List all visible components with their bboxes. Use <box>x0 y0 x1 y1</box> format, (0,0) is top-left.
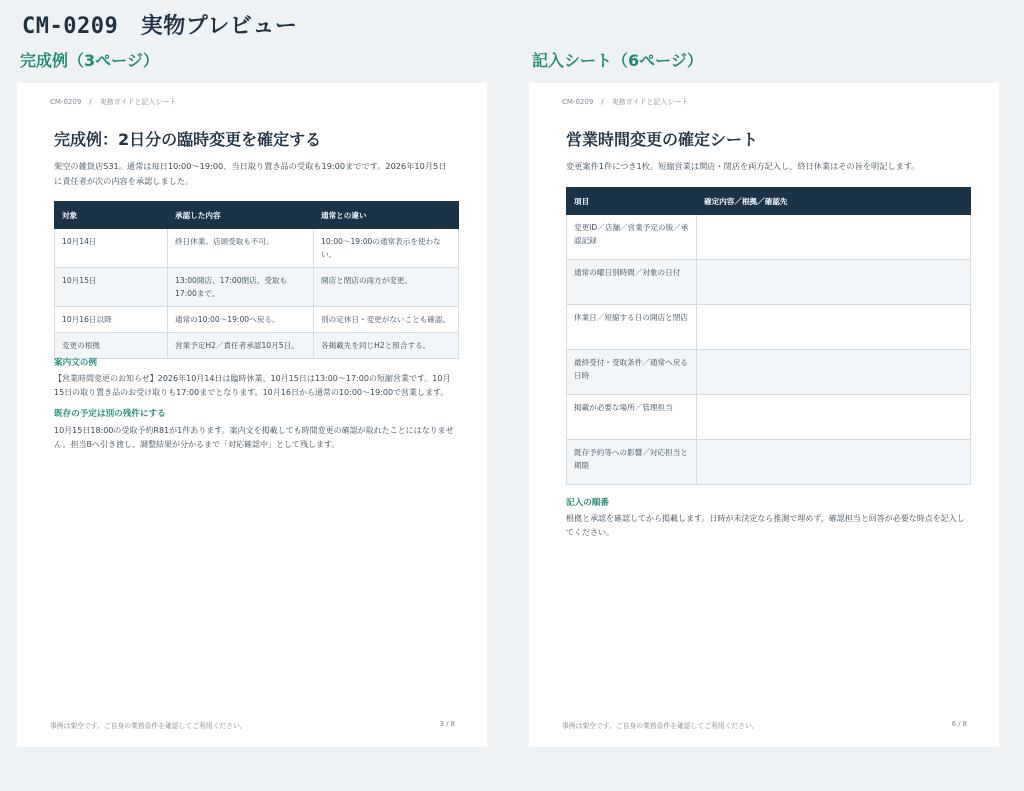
sheet-intro: 変更案件1件につき1枚。短縮営業は開店・閉店を両方記入し、終日休業はその旨を明記します。 <box>566 161 920 171</box>
breadcrumb-code: CM-0209 <box>562 98 594 106</box>
table-row <box>55 307 459 333</box>
table-cell: 既存予約等への影響／対応担当と期限 <box>567 440 697 485</box>
sheet-title: 営業時間変更の確定シート <box>566 130 759 149</box>
footer-note: 事例は架空です。ご自身の業務条件を確認してご利用ください。 <box>50 722 247 730</box>
table-header-row <box>55 202 459 229</box>
breadcrumb-doc: 実務ガイドと記入シート <box>611 98 689 106</box>
table-header: 承認した内容 <box>168 202 314 229</box>
footer-note: 事例は架空です。ご自身の業務条件を確認してご利用ください。 <box>562 722 759 730</box>
table-cell: 10月15日 <box>55 268 168 307</box>
order-heading: 記入の順番 <box>566 498 609 508</box>
table-header: 項目 <box>567 188 697 215</box>
example-page <box>17 83 487 747</box>
breadcrumb-doc: 実務ガイドと記入シート <box>99 98 177 106</box>
page-number: 3 / 8 <box>439 720 455 728</box>
existing-text: 10月15日18:00の受取予約R81が1件あります。案内文を掲載しても時間変更の確認が取れたことにはなりません。担当Bへ引き渡し、調整結果が分かるまで「対応確認中」として残します。 <box>54 426 454 449</box>
table-cell: 営業予定H2／責任者承認10月5日。 <box>168 333 314 359</box>
section-title-example: 完成例（3ページ） <box>20 51 159 70</box>
breadcrumb <box>50 97 176 107</box>
breadcrumb <box>562 97 688 107</box>
page-footer <box>562 720 967 730</box>
page-footer <box>50 720 455 730</box>
entry-cell[interactable] <box>697 305 971 350</box>
table-cell: 休業日／短縮する日の開店と閉店 <box>567 305 697 350</box>
existing-heading: 既存の予定は別の残件にする <box>54 409 166 419</box>
table-cell: 10月14日 <box>55 229 168 268</box>
entry-cell[interactable] <box>697 440 971 485</box>
sheet-page <box>529 83 999 747</box>
table-cell: 開店と閉店の両方が変更。 <box>314 268 459 307</box>
confirmation-sheet-table <box>566 187 971 485</box>
entry-cell[interactable] <box>697 350 971 395</box>
notice-heading: 案内文の例 <box>54 358 97 368</box>
table-row <box>55 333 459 359</box>
table-row <box>567 440 971 485</box>
table-cell: 最終受付・受取条件／通常へ戻る日時 <box>567 350 697 395</box>
table-cell: 掲載が必要な場所／管理担当 <box>567 395 697 440</box>
entry-cell[interactable] <box>697 215 971 260</box>
table-cell: 終日休業。店頭受取も不可。 <box>168 229 314 268</box>
table-cell: 通常の10:00〜19:00へ戻る。 <box>168 307 314 333</box>
table-cell: 通常の曜日別時間／対象の日付 <box>567 260 697 305</box>
table-cell: 10月16日以降 <box>55 307 168 333</box>
order-text: 根拠と承認を確認してから掲載します。日時が未決定なら推測で埋めず、確認担当と回答が必要な時点を記入してください。 <box>566 514 965 537</box>
breadcrumb-separator: / <box>601 98 604 106</box>
example-intro: 架空の雑貨店S31。通常は毎日10:00〜19:00、当日取り置き品の受取も19:00までです。2026年10月5日に責任者が次の内容を承認しました。 <box>54 161 447 186</box>
table-cell: 各掲載先を同じH2と照合する。 <box>314 333 459 359</box>
example-title: 完成例：2日分の臨時変更を確定する <box>54 130 322 149</box>
entry-cell[interactable] <box>697 260 971 305</box>
table-header-row <box>567 188 971 215</box>
table-row <box>567 260 971 305</box>
table-row <box>567 395 971 440</box>
table-header: 対象 <box>55 202 168 229</box>
section-title-sheet: 記入シート（6ページ） <box>532 51 703 70</box>
table-cell: 10:00〜19:00の通常表示を使わない。 <box>314 229 459 268</box>
breadcrumb-code: CM-0209 <box>50 98 82 106</box>
table-row <box>567 215 971 260</box>
table-cell: 別の定休日・変更がないことも確認。 <box>314 307 459 333</box>
table-row <box>55 229 459 268</box>
entry-cell[interactable] <box>697 395 971 440</box>
table-header: 通常との違い <box>314 202 459 229</box>
table-header: 確定内容／根拠／確認先 <box>697 188 971 215</box>
page-title: CM-0209 実物プレビュー <box>22 14 298 39</box>
table-cell: 変更ID／店舗／営業予定の版／承認記録 <box>567 215 697 260</box>
table-row <box>55 268 459 307</box>
table-row <box>567 305 971 350</box>
table-row <box>567 350 971 395</box>
table-cell: 13:00開店、17:00閉店。受取も17:00まで。 <box>168 268 314 307</box>
page-number: 6 / 8 <box>951 720 967 728</box>
table-cell: 変更の根拠 <box>55 333 168 359</box>
approval-table <box>54 201 459 359</box>
notice-text: 【営業時間変更のお知らせ】2026年10月14日は臨時休業、10月15日は13:00〜17:00の短縮営業です。10月15日の取り置き品のお受け取りも17:00までとなります。10月16日から通常の10:00〜19:00で営業します。 <box>54 374 451 397</box>
breadcrumb-separator: / <box>89 98 92 106</box>
